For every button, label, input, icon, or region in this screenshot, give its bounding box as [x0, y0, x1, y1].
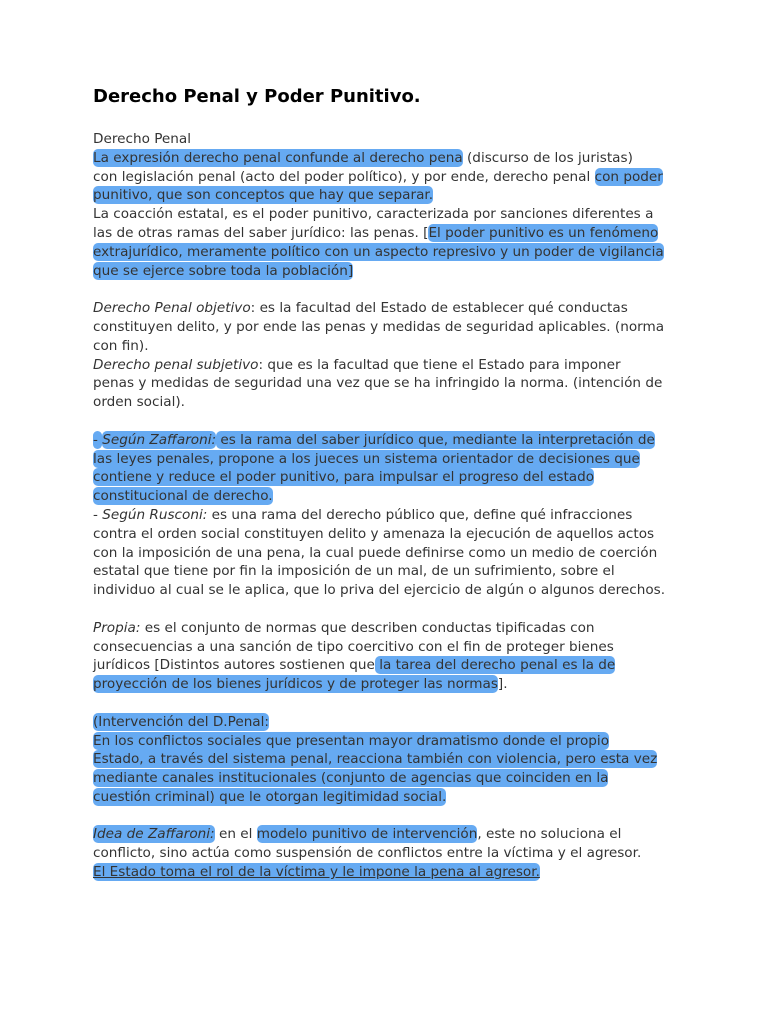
text-segment: con legislación penal (acto del poder político), y por ende, derecho penal — [93, 168, 595, 185]
text-segment: , este no soluciona el — [477, 826, 622, 843]
text-line — [93, 487, 683, 506]
highlighted-text: Idea de Zaffaroni: — [93, 826, 215, 843]
text-line — [93, 732, 683, 751]
text-line — [93, 374, 683, 393]
text-line — [93, 393, 683, 412]
text-line — [93, 750, 683, 769]
text-segment: : es la facultad del Estado de establecer qué conductas — [250, 300, 628, 317]
text-line — [93, 130, 683, 149]
text-line — [93, 299, 683, 318]
text-line — [93, 356, 683, 375]
text-line — [93, 149, 683, 168]
text-segment: (discurso de los juristas) — [462, 149, 633, 166]
text-segment: penas y medidas de seguridad una vez que se ha infringido la norma. (intención de — [93, 375, 663, 392]
highlighted-text: - — [93, 431, 103, 448]
highlighted-text: la tarea del derecho penal es la de — [374, 657, 616, 674]
highlighted-text: cuestión criminal) que le otorgan legitimidad social. — [93, 788, 447, 805]
highlighted-text: El Estado toma el rol de la víctima y le impone la pena al agresor. — [93, 864, 540, 881]
text-line — [93, 863, 683, 882]
text-line — [93, 205, 683, 224]
highlighted-text: mediante canales institucionales (conjunto de agencias que coinciden en la — [93, 770, 609, 787]
highlighted-text: es la rama del saber jurídico que, mediante la interpretación de — [216, 431, 655, 448]
text-segment: consecuencias a una sanción de tipo coercitivo con el fin de proteger bienes — [93, 638, 614, 655]
highlighted-text: Estado, a través del sistema penal, reacciona también con violencia, pero esta vez — [93, 751, 658, 768]
highlighted-text: punitivo, que son conceptos que hay que separar. — [93, 187, 434, 204]
text-segment: con fin). — [93, 337, 149, 354]
text-line — [93, 562, 683, 581]
document-body — [93, 130, 683, 882]
text-segment: constituyen delito, y por ende las penas y medidas de seguridad aplicables. (norma — [93, 318, 665, 335]
paragraph-gap — [93, 694, 683, 713]
text-segment: Derecho Penal — [93, 131, 192, 147]
italic-term: Derecho Penal objetivo — [93, 300, 251, 317]
text-segment: La coacción estatal, es el poder punitivo, caracterizada por sanciones diferentes a — [93, 206, 654, 223]
text-line — [93, 675, 683, 694]
highlighted-text: La expresión derecho penal confunde al derecho pena — [93, 149, 463, 166]
highlighted-text: extrajurídico, meramente político con un aspecto represivo y un poder de vigilancia — [93, 243, 664, 260]
text-line — [93, 243, 683, 262]
text-line — [93, 769, 683, 788]
paragraph-gap — [93, 280, 683, 299]
highlighted-text: Según Zaffaroni: — [102, 431, 217, 448]
text-segment: - — [93, 506, 103, 523]
text-line — [93, 544, 683, 563]
text-line — [93, 224, 683, 243]
highlighted-text: En los conflictos sociales que presentan mayor dramatismo donde el propio — [93, 732, 610, 749]
text-line — [93, 318, 683, 337]
highlighted-text: modelo punitivo de intervención — [256, 826, 478, 843]
text-line — [93, 450, 683, 469]
text-segment: estatal que tiene por fin la imposición de un mal, de un sufrimiento, sobre el — [93, 563, 615, 580]
text-line — [93, 186, 683, 205]
italic-term: Derecho penal subjetivo — [93, 356, 259, 373]
text-line — [93, 619, 683, 638]
text-segment: es el conjunto de normas que describen conductas tipificadas con — [140, 619, 595, 636]
text-segment: jurídicos [Distintos autores sostienen que — [93, 657, 375, 674]
text-line — [93, 525, 683, 544]
highlighted-text: las leyes penales, propone a los jueces un sistema orientador de decisiones que — [93, 450, 640, 467]
paragraph-gap — [93, 412, 683, 431]
text-segment: con la imposición de una pena, la cual puede definirse como un medio de coerción — [93, 544, 658, 561]
text-line — [93, 468, 683, 487]
italic-term: Según Rusconi: — [102, 506, 208, 523]
text-line — [93, 337, 683, 356]
italic-term: Propia: — [93, 619, 141, 636]
text-line — [93, 788, 683, 807]
highlighted-text: proyección de los bienes jurídicos y de proteger las normas — [93, 676, 498, 693]
text-segment: : que es la facultad que tiene el Estado para imponer — [258, 356, 621, 373]
text-segment: orden social). — [93, 394, 185, 411]
text-line — [93, 713, 683, 732]
text-segment: ]. — [497, 676, 508, 693]
text-line — [93, 638, 683, 657]
text-segment: conflicto, sino actúa como suspensión de conflictos entre la víctima y el agresor. — [93, 845, 642, 862]
highlighted-text: contiene y reduce el poder punitivo, para impulsar el progreso del estado — [93, 469, 595, 486]
paragraph-gap — [93, 600, 683, 619]
text-segment: en el — [214, 826, 257, 843]
text-line — [93, 656, 683, 675]
text-line — [93, 262, 683, 281]
text-segment: es una rama del derecho público que, define qué infracciones — [207, 506, 633, 523]
text-line — [93, 506, 683, 525]
highlighted-text: con poder — [594, 168, 663, 185]
highlighted-text: El poder punitivo es un fenómeno — [428, 224, 659, 241]
text-line — [93, 844, 683, 863]
text-line — [93, 825, 683, 844]
highlighted-text: constitucional de derecho. — [93, 488, 273, 505]
text-line — [93, 168, 683, 187]
highlighted-text: (Intervención del D.Penal: — [93, 713, 269, 730]
text-segment: las de otras ramas del saber jurídico: las penas. [ — [93, 224, 429, 241]
highlighted-text: que se ejerce sobre toda la población] — [93, 262, 354, 279]
text-line — [93, 581, 683, 600]
text-segment: individuo al cual se le aplica, que lo priva del ejercicio de algún o algunos derechos. — [93, 582, 666, 599]
text-line — [93, 431, 683, 450]
paragraph-gap — [93, 807, 683, 826]
document-title: Derecho Penal y Poder Punitivo. — [93, 86, 421, 107]
text-segment: contra el orden social constituyen delito y amenaza la ejecución de aquellos actos — [93, 525, 655, 542]
